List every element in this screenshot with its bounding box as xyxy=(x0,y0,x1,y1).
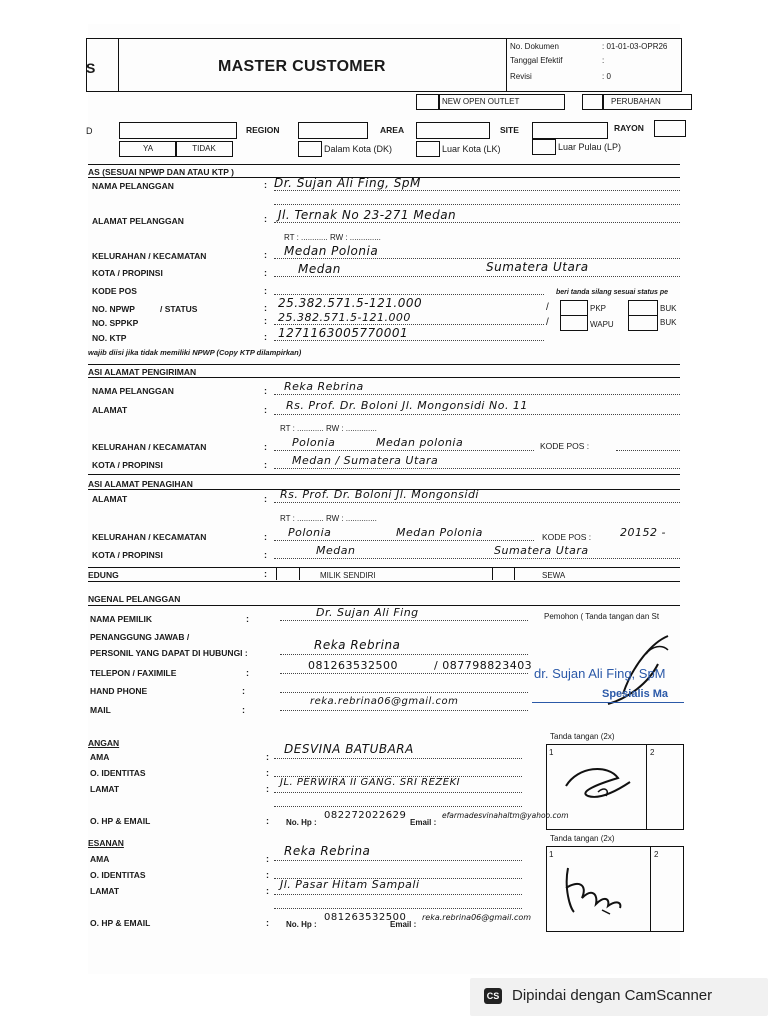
section-divider xyxy=(88,364,680,365)
penerima-alamat-label: LAMAT xyxy=(90,784,120,794)
sewa-label: SEWA xyxy=(542,571,566,580)
pemilik-label: NAMA PEMILIK xyxy=(90,614,153,624)
penerima-hp-value[interactable]: 082272022629 xyxy=(324,810,407,821)
bill-kota-label: KOTA / PROPINSI xyxy=(92,550,163,560)
area-field[interactable] xyxy=(416,122,490,139)
alamat-pelanggan-value[interactable]: Jl. Ternak No 23-271 Medan xyxy=(278,208,457,222)
npwp-value[interactable]: 25.382.571.5-121.000 xyxy=(278,296,423,310)
rayon-field[interactable] xyxy=(654,120,686,137)
penerima-nama-value[interactable]: DESVINA BATUBARA xyxy=(284,742,414,756)
pemesan-alamat-value[interactable]: Jl. Pasar Hitam Sampali xyxy=(280,878,420,891)
pemesan-signature-icon xyxy=(558,858,644,922)
telepon-label: TELEPON / FAXIMILE xyxy=(90,668,177,678)
revision-value: : 0 xyxy=(602,72,611,81)
doc-number-value: : 01-01-03-OPR26 xyxy=(602,42,668,51)
buk-checkbox-1[interactable] xyxy=(628,300,658,316)
milik-sendiri-label: MILIK SENDIRI xyxy=(320,571,376,580)
penerima-alamat-value[interactable]: JL. PERWIRA II GANG. SRI REZEKI xyxy=(280,777,461,788)
form-title: MASTER CUSTOMER xyxy=(218,58,386,75)
customer-form-sheet: S MASTER CUSTOMER No. Dokumen : 01-01-03-OPR26 Tanggal Efektif : Revisi : 0 NEW OPEN OUTLET PERUBAHAN D REGION AREA SITE RAYON YA TIDAK Dalam Kota (DK) Luar Kota (LK) Luar Pulau (LP) AS (SESUAI NPWP DAN ATAU KTP ) NAMA PELANGGAN : Dr. Sujan Ali Fing, SpM ALAMAT PELANGGAN : Jl. Ternak No 23-271 Medan RT : ............ RW : .............. KELURAHAN / KECAMATAN : Medan Polonia KOTA / PROPINSI : Medan Sumatera Utara KODE POS : beri tanda silang sesuai status pe NO. NPWP / STATUS : 25.382.571.5-121.000 NO. SPPKP : 25.382.571.5-121.000 NO. KTP : 1271163005770001 / PKP BUK / WAPU BUK wajib diisi jika tidak memiliki NPWP (Copy KTP dilampirkan) ASI ALAMAT PENGIRIMAN NAMA PELANGGAN : Reka Rebrina ALAMAT : Rs. Prof. Dr. Boloni Jl. Mongonsidi No. 11 RT : ............ RW : .............. KELURAHAN / KECAMATAN : Polonia Medan polonia KODE POS : KOTA / PROPINSI : Medan / Sumatera Utara ASI ALAMAT PENAGIHAN ALAMAT : Rs. Prof. Dr. Boloni Jl. Mongonsidi RT : ............ RW : .............. KELURAHAN / KECAMATAN : Polonia Medan Polonia KODE POS : 20152 - KOTA / PROPINSI : Medan Sumatera Utara EDUNG : MILIK SENDIRI SEWA NGENAL PELANGGAN NAMA PEMILIK : Dr. Sujan Ali Fing PENANGGUNG JAWAB / PERSONIL YANG DAPAT DI HUBUNGI : Reka Rebrina TELEPON / FAXIMILE : 081263532500 / 087798823403 HAND PHONE : MAIL : reka.rebrina06@gmail.com Pemohon ( Tanda tangan dan St dr. Sujan Ali Fing, SpM Spesialis Ma ANGAN AMA : DESVINA BATUBARA O. IDENTITAS : LAMAT : JL. PERWIRA II GANG. SRI REZEKI O. HP & EMAIL : No. Hp : 082272022629 Email : efarmadesvinahaltm@yahoo.com Tanda tangan (2x) 1 2 ESANAN AMA : Reka Rebrina O. IDENTITAS : LAMAT : Jl. Pasar Hitam Sampali O. HP & EMAIL : No. Hp : 081263532500 Email : reka.rebrina06@gmail.com Tanda tangan (2x) 1 2 xyxy=(88,24,680,974)
shipping-section-title: ASI ALAMAT PENGIRIMAN xyxy=(88,367,197,377)
ship-alamat-value[interactable]: Rs. Prof. Dr. Boloni Jl. Mongonsidi No. 11 xyxy=(286,399,528,412)
penerima-ttd-1: 1 xyxy=(549,748,554,757)
status-note: beri tanda silang sesuai status pe xyxy=(556,289,669,296)
penerima-nama-label: AMA xyxy=(90,752,110,762)
email-value[interactable]: reka.rebrina06@gmail.com xyxy=(310,696,459,707)
pemesan-hp-label: O. HP & EMAIL xyxy=(90,918,151,928)
ya-option[interactable]: YA xyxy=(119,141,177,157)
penerima-ttd-2: 2 xyxy=(650,748,655,757)
section-divider xyxy=(88,377,680,378)
penerima-ttd-label: Tanda tangan (2x) xyxy=(550,732,615,741)
handphone-label: HAND PHONE xyxy=(90,686,148,696)
billing-section-title: ASI ALAMAT PENAGIHAN xyxy=(88,479,193,489)
telepon-value-1[interactable]: 081263532500 xyxy=(308,659,398,672)
telepon-value-2[interactable]: / 087798823403 xyxy=(434,659,533,672)
luar-pulau-checkbox[interactable] xyxy=(532,139,556,155)
ktp-note: wajib diisi jika tidak memiliki NPWP (Copy KTP dilampirkan) xyxy=(88,348,302,357)
camscanner-logo-icon: CS xyxy=(484,988,502,1004)
revision-label: Revisi xyxy=(510,72,532,81)
section-divider xyxy=(88,474,680,475)
sewa-checkbox[interactable] xyxy=(514,568,515,580)
contact-section-title: NGENAL PELANGGAN xyxy=(88,594,181,604)
new-outlet-label: NEW OPEN OUTLET xyxy=(438,94,565,110)
buk-label-2: BUK xyxy=(660,318,677,327)
nama-pelanggan-value[interactable]: Dr. Sujan Ali Fing, SpM xyxy=(274,176,421,190)
ktp-value[interactable]: 1271163005770001 xyxy=(278,326,409,340)
pkp-label: PKP xyxy=(590,304,607,313)
bill-alamat-value[interactable]: Rs. Prof. Dr. Boloni Jl. Mongonsidi xyxy=(280,488,479,501)
section-divider xyxy=(88,581,680,582)
identity-section-title: AS (SESUAI NPWP DAN ATAU KTP ) xyxy=(88,167,234,177)
wapu-checkbox[interactable] xyxy=(560,315,588,331)
bill-kelurahan-value[interactable]: Polonia xyxy=(288,526,332,539)
ship-nama-value[interactable]: Reka Rebrina xyxy=(284,380,364,393)
pemesan-ttd-label: Tanda tangan (2x) xyxy=(550,834,615,843)
effective-date-value: : xyxy=(602,56,605,65)
pemesan-ttd-1: 1 xyxy=(549,850,554,859)
pj-label-2: PERSONIL YANG DAPAT DI HUBUNGI : xyxy=(90,648,248,658)
header-divider xyxy=(118,38,119,92)
penerima-identitas-label: O. IDENTITAS xyxy=(90,768,146,778)
pemesan-hp-prefix: No. Hp : xyxy=(286,920,317,929)
building-label: EDUNG xyxy=(88,570,119,580)
kelurahan-label: KELURAHAN / KECAMATAN xyxy=(92,251,207,261)
email-label: MAIL xyxy=(90,705,111,715)
camscanner-watermark xyxy=(470,978,768,1016)
ship-alamat-label: ALAMAT xyxy=(92,405,128,415)
effective-date-label: Tanggal Efektif xyxy=(510,56,563,65)
bill-kodepos-value[interactable]: 20152 - xyxy=(620,526,666,539)
region-label: REGION xyxy=(246,125,280,135)
bill-alamat-label: ALAMAT xyxy=(92,494,128,504)
pemesan-nama-label: AMA xyxy=(90,854,110,864)
ship-kelurahan-value[interactable]: Polonia xyxy=(292,436,336,449)
section-divider xyxy=(88,567,680,568)
rayon-label: RAYON xyxy=(614,123,644,133)
kota-propinsi-label: KOTA / PROPINSI xyxy=(92,268,163,278)
pemohon-label: Pemohon ( Tanda tangan dan St xyxy=(544,612,660,621)
sppkp-label: NO. SPPKP xyxy=(92,318,139,328)
npwp-label: NO. NPWP xyxy=(92,304,135,314)
stamp-specialty: Spesialis Ma xyxy=(602,688,669,700)
penerima-email-prefix: Email : xyxy=(410,818,437,827)
new-outlet-checkbox[interactable] xyxy=(416,94,440,110)
penerima-hp-label: O. HP & EMAIL xyxy=(90,816,151,826)
tidak-option[interactable]: TIDAK xyxy=(175,141,233,157)
perubahan-checkbox[interactable] xyxy=(582,94,604,110)
pj-value[interactable]: Reka Rebrina xyxy=(314,638,401,652)
perubahan-label: PERUBAHAN xyxy=(602,94,692,110)
pj-label-1: PENANGGUNG JAWAB / xyxy=(90,632,190,642)
buk-checkbox-2[interactable] xyxy=(628,315,658,331)
site-label: SITE xyxy=(500,125,519,135)
identity-rt-rw: RT : ............ RW : .............. xyxy=(284,233,381,242)
dalam-kota-label: Dalam Kota (DK) xyxy=(324,144,393,154)
bill-kecamatan-value[interactable]: Medan Polonia xyxy=(396,526,483,539)
camscanner-text: Dipindai dengan CamScanner xyxy=(512,987,713,1004)
dalam-kota-checkbox[interactable] xyxy=(298,141,322,157)
header-divider xyxy=(506,38,507,92)
bill-rt-rw: RT : ............ RW : .............. xyxy=(280,514,377,523)
pemesan-email-value[interactable]: reka.rebrina06@gmail.com xyxy=(422,913,532,922)
status-label: / STATUS xyxy=(160,304,198,314)
ship-rt-rw: RT : ............ RW : .............. xyxy=(280,424,377,433)
luar-kota-checkbox[interactable] xyxy=(416,141,440,157)
ktp-label: NO. KTP xyxy=(92,333,127,343)
bill-propinsi-value[interactable]: Sumatera Utara xyxy=(494,544,589,557)
luar-pulau-label: Luar Pulau (LP) xyxy=(558,142,622,152)
pemesan-nama-value[interactable]: Reka Rebrina xyxy=(284,844,371,858)
ship-nama-label: NAMA PELANGGAN xyxy=(92,386,174,396)
ship-kota-value[interactable]: Medan / Sumatera Utara xyxy=(292,454,439,467)
propinsi-value[interactable]: Sumatera Utara xyxy=(486,260,589,274)
pemilik-value[interactable]: Dr. Sujan Ali Fing xyxy=(316,606,419,619)
doc-number-label: No. Dokumen xyxy=(510,42,559,51)
pemesan-identitas-label: O. IDENTITAS xyxy=(90,870,146,880)
ship-kelurahan-label: KELURAHAN / KECAMATAN xyxy=(92,442,207,452)
kode-pos-label: KODE POS xyxy=(92,286,137,296)
pemesan-ttd-2: 2 xyxy=(654,850,659,859)
penerima-signature-icon xyxy=(558,756,638,816)
stamp-name: dr. Sujan Ali Fing, SpM xyxy=(534,666,666,681)
section-divider xyxy=(88,164,680,165)
bill-kota-value[interactable]: Medan xyxy=(316,544,356,557)
ship-kodepos-label: KODE POS : xyxy=(540,441,590,451)
customer-code-field[interactable] xyxy=(119,122,237,139)
site-field[interactable] xyxy=(532,122,608,139)
penerima-email-value[interactable]: efarmadesvinahaltm@yahoo.com xyxy=(442,811,569,820)
luar-kota-label: Luar Kota (LK) xyxy=(442,144,501,154)
area-label: AREA xyxy=(380,125,405,135)
wapu-label: WAPU xyxy=(590,320,614,329)
buk-label-1: BUK xyxy=(660,304,677,313)
penerima-hp-prefix: No. Hp : xyxy=(286,818,317,827)
kelurahan-value[interactable]: Medan Polonia xyxy=(284,244,379,258)
bill-kelurahan-label: KELURAHAN / KECAMATAN xyxy=(92,532,207,542)
nama-pelanggan-label: NAMA PELANGGAN xyxy=(92,181,174,191)
alamat-pelanggan-label: ALAMAT PELANGGAN xyxy=(92,216,184,226)
pemesan-section-title: ESANAN xyxy=(88,838,124,848)
pkp-checkbox[interactable] xyxy=(560,300,588,316)
bill-kodepos-label: KODE POS : xyxy=(542,532,592,542)
company-logo: S xyxy=(86,60,96,76)
pemesan-email-prefix: Email : xyxy=(390,920,417,929)
pemesan-hp-value[interactable]: 081263532500 xyxy=(324,912,407,923)
pemesan-alamat-label: LAMAT xyxy=(90,886,120,896)
region-field[interactable] xyxy=(298,122,368,139)
ship-kota-label: KOTA / PROPINSI xyxy=(92,460,163,470)
penerima-section-title: ANGAN xyxy=(88,738,120,748)
sppkp-value[interactable]: 25.382.571.5-121.000 xyxy=(278,311,411,324)
kota-value[interactable]: Medan xyxy=(298,262,341,276)
ship-kecamatan-value[interactable]: Medan polonia xyxy=(376,436,464,449)
milik-checkbox[interactable] xyxy=(276,568,300,580)
